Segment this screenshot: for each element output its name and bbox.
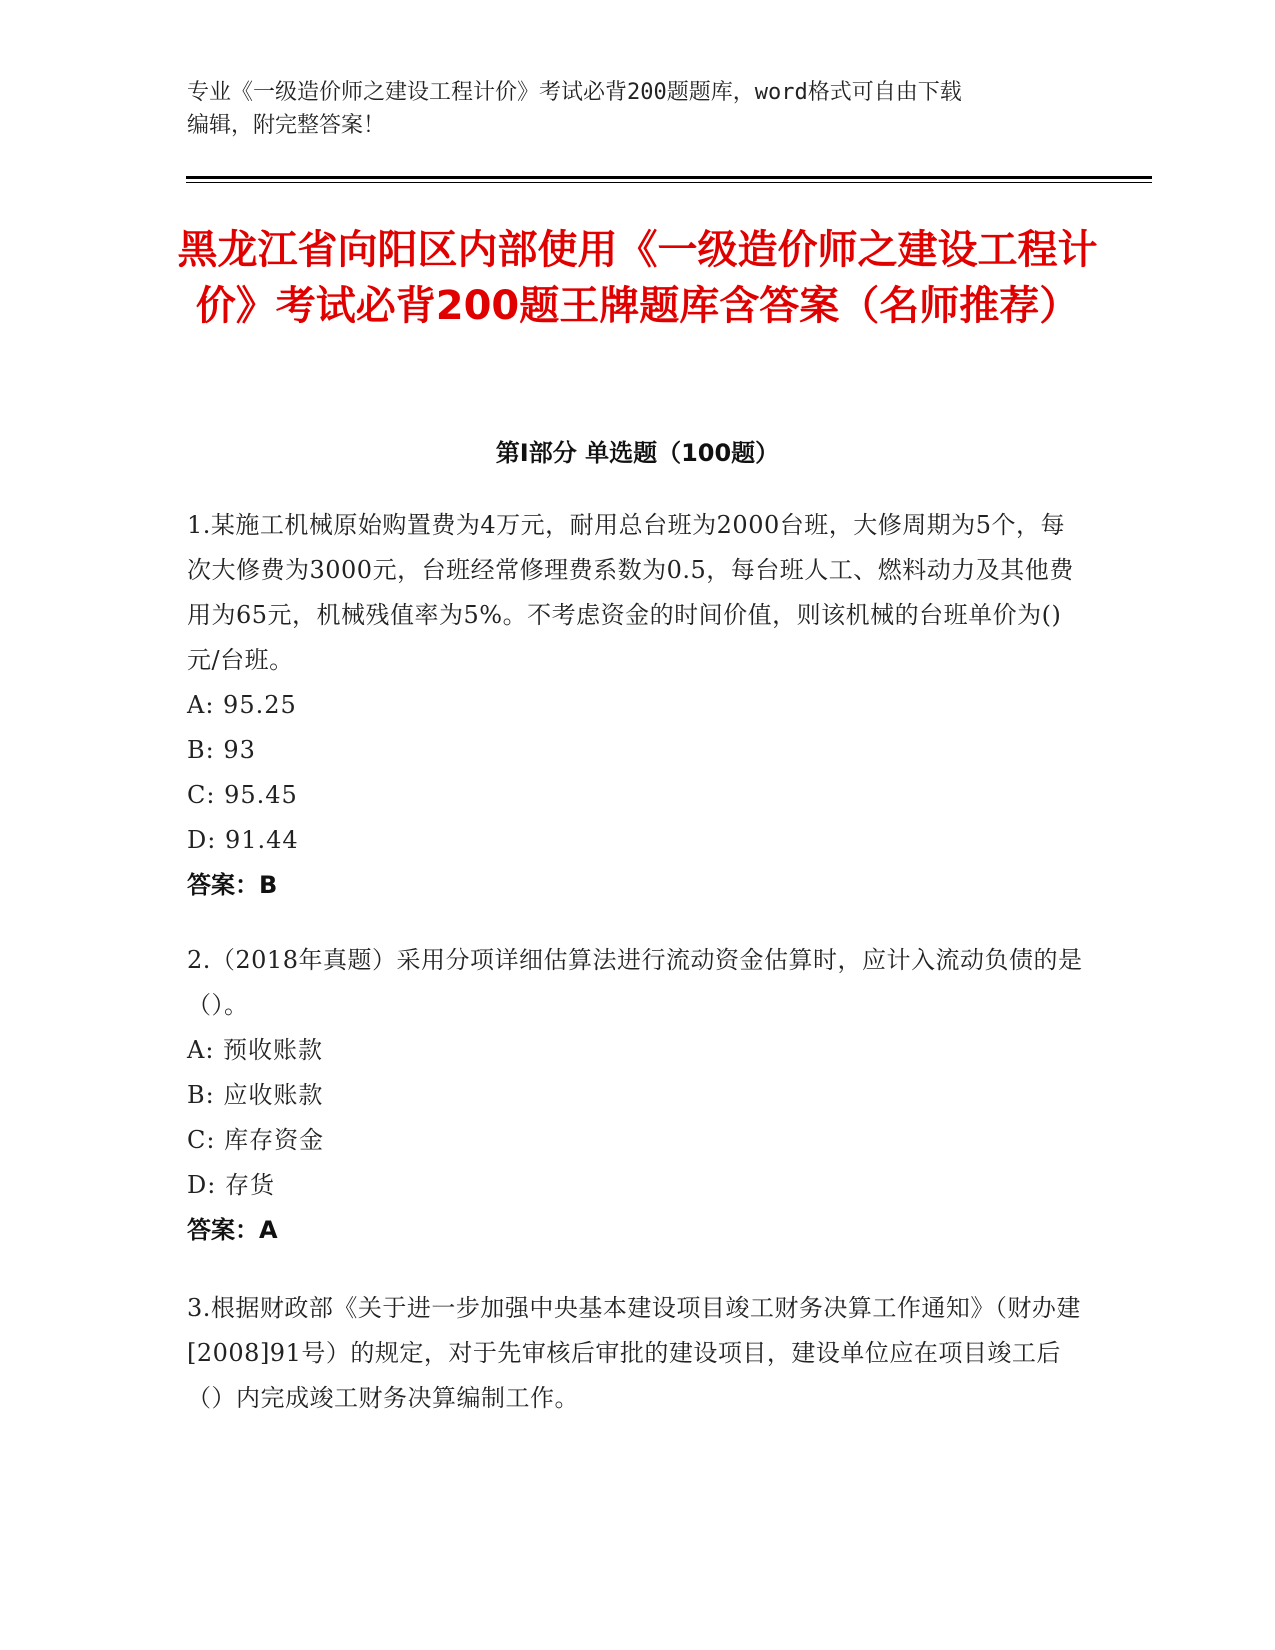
header-rule-thin bbox=[186, 182, 1152, 183]
document-title: 黑龙江省向阳区内部使用《一级造价师之建设工程计价》考试必背200题王牌题库含答案（名师推荐） bbox=[177, 227, 1098, 329]
option-a: A: 95.25 bbox=[187, 691, 297, 719]
option-d: D: 存货 bbox=[187, 1171, 275, 1199]
header-rule-thick bbox=[186, 176, 1152, 179]
option-c: C: 库存资金 bbox=[187, 1126, 325, 1154]
header-note bbox=[187, 76, 1087, 142]
answer-label: 答案：B bbox=[187, 871, 278, 899]
question-3 bbox=[187, 1286, 1087, 1421]
answer-label: 答案：A bbox=[187, 1216, 278, 1244]
section-heading: 第Ⅰ部分 单选题（100题） bbox=[495, 439, 780, 467]
option-a: A: 预收账款 bbox=[187, 1036, 324, 1064]
question-stem: 3.根据财政部《关于进一步加强中央基本建设项目竣工财务决算工作通知》（财办建[2008]91号）的规定，对于先审核后审批的建设项目，建设单位应在项目竣工后（）内完成竣工财务决算编制工作。 bbox=[187, 1294, 1081, 1412]
question-stem: 1.某施工机械原始购置费为4万元，耐用总台班为2000台班，大修周期为5个，每次大修费为3000元，台班经常修理费系数为0.5，每台班人工、燃料动力及其他费用为65元，机械残值率为5%。不考虑资金的时间价值，则该机械的台班单价为()元/台班。 bbox=[187, 511, 1074, 674]
option-d: D: 91.44 bbox=[187, 826, 299, 854]
question-stem: 2.（2018年真题）采用分项详细估算法进行流动资金估算时，应计入流动负债的是（）。 bbox=[187, 946, 1083, 1019]
header-note-line-1: 专业《一级造价师之建设工程计价》考试必背200题题库，word格式可自由下载 bbox=[187, 80, 962, 105]
question-1 bbox=[187, 503, 1087, 908]
header-note-line-2: 编辑，附完整答案！ bbox=[187, 113, 386, 138]
option-c: C: 95.45 bbox=[187, 781, 298, 809]
question-2 bbox=[187, 938, 1087, 1253]
option-b: B: 应收账款 bbox=[187, 1081, 324, 1109]
option-b: B: 93 bbox=[187, 736, 256, 764]
